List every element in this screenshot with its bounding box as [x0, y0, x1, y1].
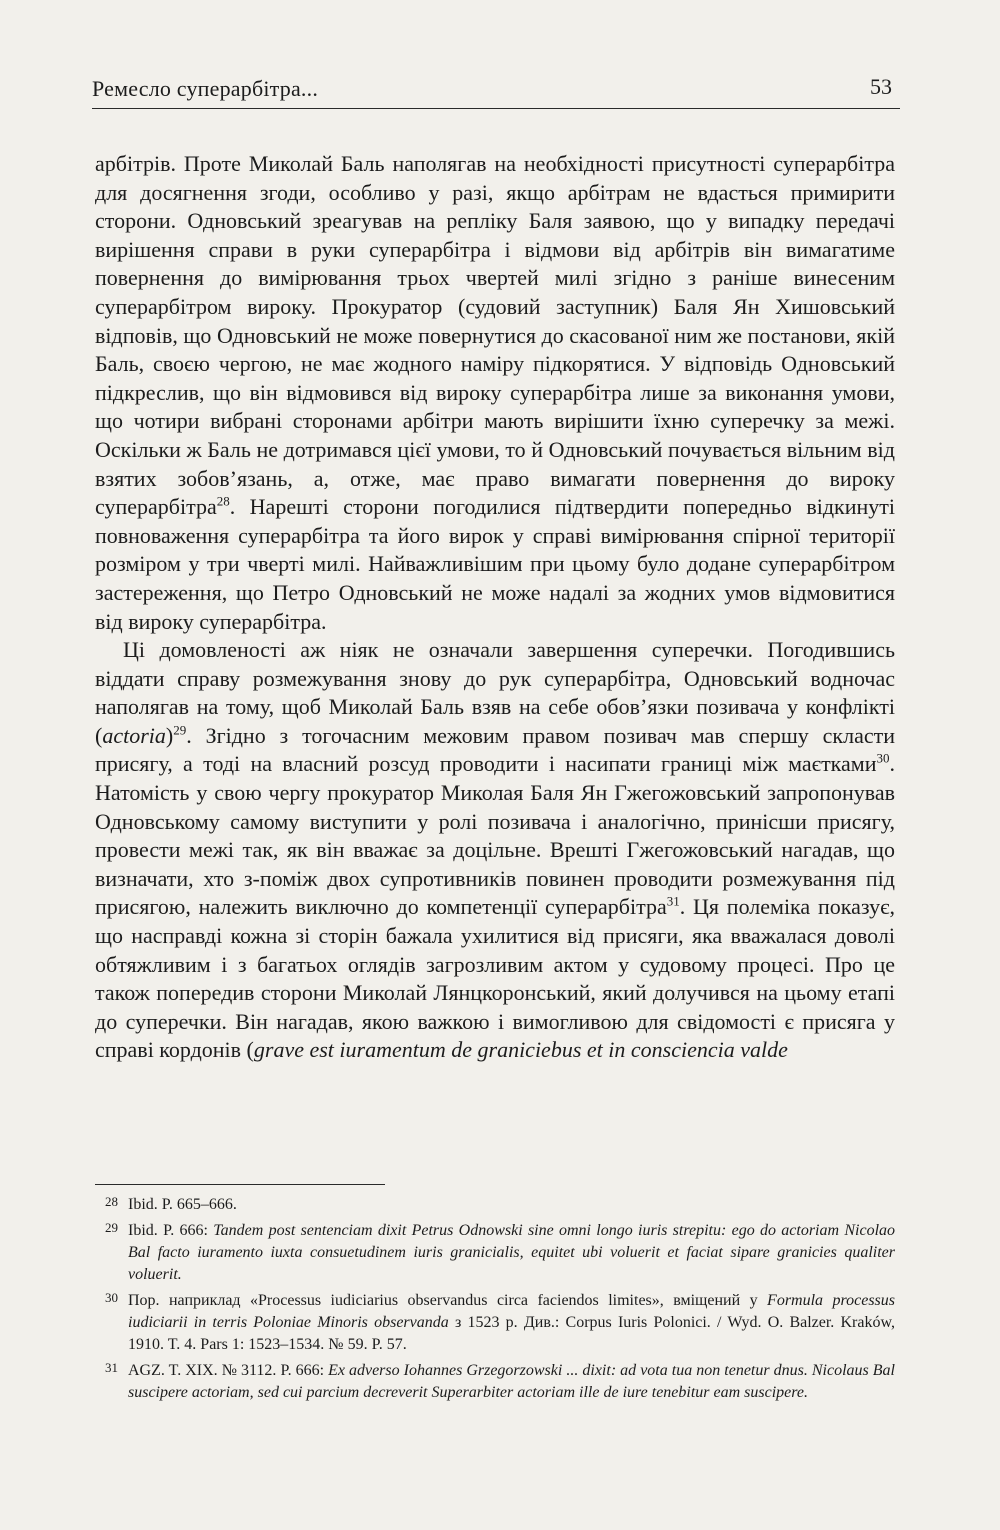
footnote-number: 31	[105, 1360, 118, 1375]
text-run: . Згідно з тогочасним межовим правом позивач мав спершу скласти присягу, а тоді на власний розсуд проводити і насипати границі між маєтками	[95, 722, 895, 777]
header-rule	[92, 108, 900, 109]
footnote-text	[128, 1222, 895, 1283]
footnote-reference: 28	[216, 493, 230, 509]
latin-quote: actoria	[102, 722, 166, 748]
text-run: )	[165, 722, 174, 748]
text-run: Ibid. P. 666:	[128, 1222, 214, 1239]
text-run: . Нарешті сторони погодилися підтвердити попередньо відкинуті повноваження суперарбітра та його вирок у справі вимірювання спірної території розміром у три чверті милі. Найважливішим при цьому було додане суперарбітром застереження, що Петро Одновський не може надалі за жодних умов відмовитися від вироку суперарбітра.	[95, 494, 895, 634]
paragraph	[95, 150, 895, 636]
footnote-text	[128, 1362, 895, 1401]
footnote-text	[128, 1292, 895, 1353]
text-run: з 1523 р. Див.: Corpus Iuris Polonici. / Wyd. O. Balzer. Kraków, 1910. T. 4. Pars 1: 1523–1534. № 59. P. 57.	[128, 1314, 896, 1353]
footnote-reference: 31	[666, 894, 680, 910]
running-header	[92, 76, 902, 110]
text-run: Ibid. P. 665–666.	[128, 1196, 237, 1213]
footnote-separator	[95, 1184, 385, 1185]
text-run: Пор. наприклад «Processus iudiciarius observandus circa faciendos limites», вміщений у	[128, 1292, 768, 1309]
text-run: AGZ. T. XIX. № 3112. P. 666:	[128, 1362, 329, 1379]
footnotes	[95, 1194, 895, 1408]
text-run: . Ця полеміка показує, що насправді кожна зі сторін бажала ухилитися від присяги, яка вважалася доволі обтяжливим і з багатьох оглядів загрозливим актом у судовому процесі. Про це також попередив сторони Миколай Лянцкоронський, який долучився на цьому етапі до суперечки. Він нагадав, якою важкою і вимогливою для свідомості є присяга у справі кордонів (	[95, 894, 896, 1063]
text-run: . Натомість у свою чергу прокуратор Миколая Баля Ян Гжегожовський запропонував Одновському самому виступити у ролі позивача і аналогічно, принісши присягу, провести межі так, як він вважає за доцільне. Врешті Гжегожовський нагадав, що визначати, хто з-поміж двох супротивників повинен проводити розмежування під присягою, належить виключно до компетенції суперарбітра	[95, 751, 895, 920]
latin-quote: Formula processus iudiciarii in terris Poloniae Minoris observanda	[128, 1292, 895, 1331]
page-number: 53	[870, 74, 892, 99]
paragraph	[95, 636, 895, 1065]
footnote-number: 29	[105, 1220, 118, 1235]
footnote	[95, 1360, 895, 1404]
latin-quote: Tandem post sentenciam dixit Petrus Odnowski sine omni longo iuris strepitu: ego do actoriam Nicolao Bal facto iuramento iuxta consuetudinem iuris granicialis, equitet ubi voluerit et faciat sipare granicies qualiter voluerit.	[128, 1222, 896, 1283]
text-run: Ці домовленості аж ніяк не означали завершення суперечки. Погодившись віддати справу розмежування знову до рук суперарбітра, Одновський водночас наполягав на тому, щоб Миколай Баль взяв на себе обов’язки позивача у конфлікті (	[95, 637, 895, 748]
footnote-reference: 30	[876, 751, 890, 767]
main-text	[95, 150, 895, 1065]
footnote	[95, 1194, 895, 1216]
footnote-text	[128, 1196, 237, 1213]
latin-quote: Ex adverso Iohannes Grzegorzowski ... dixit: ad vota tua non tenetur dnus. Nicolaus Bal suscipere actoriam, sed cui parcium decreverit Superarbiter actoriam ille de iure tenebitur eam suscipere.	[128, 1362, 896, 1401]
footnote	[95, 1220, 895, 1286]
latin-quote: grave est iuramentum de graniciebus et in consciencia valde	[253, 1037, 788, 1063]
footnote	[95, 1290, 895, 1356]
footnote-number: 30	[105, 1290, 118, 1305]
footnote-number: 28	[105, 1194, 118, 1209]
footnote-reference: 29	[173, 722, 187, 738]
running-title: Ремесло суперарбітра...	[92, 76, 319, 101]
text-run: арбітрів. Проте Миколай Баль наполягав на необхідності присутності суперарбітра для досягнення згоди, особливо у разі, якщо арбітрам не вдасться примирити сторони. Одновський зреагував на репліку Баля заявою, що у випадку передачі вирішення справи в руки суперарбітра і відмови від арбітрів він вимагатиме повернення до вимірювання трьох чвертей милі згідно з раніше винесеним суперарбітром вироку. Прокуратор (судовий заступник) Баля Ян Хишовський відповів, що Одновський не може повернутися до скасованої ним же постанови, якій Баль, своєю чергою, не має жодного наміру підкорятися. У відповідь Одновський підкреслив, що він відмовився від вироку суперарбітра лише за виконання умови, що чотири вибрані сторонами арбітри мають вирішити їхню суперечку за межі. Оскільки ж Баль не дотримався цієї умови, то й Одновський почувається вільним від взятих зобов’язань, а, отже, має право вимагати повернення до вироку суперарбітра	[95, 151, 895, 520]
